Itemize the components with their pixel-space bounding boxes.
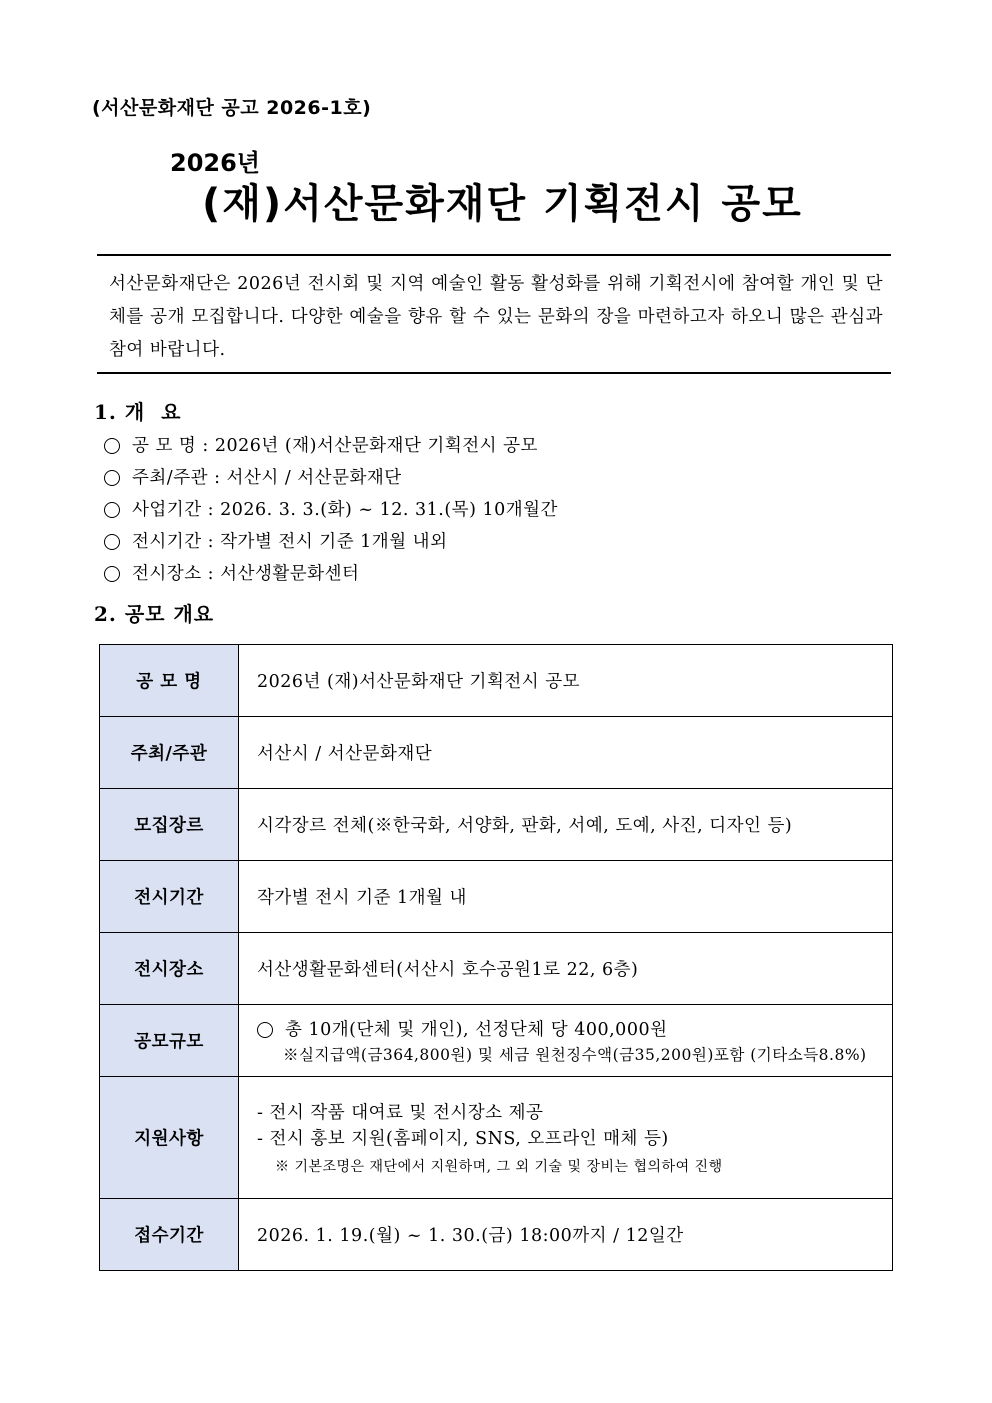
row-label: 전시장소	[100, 933, 239, 1005]
list-item: 공 모 명 : 2026년 (재)서산문화재단 기획전시 공모	[104, 430, 558, 462]
row-label: 공 모 명	[100, 645, 239, 717]
page-title: (재)서산문화재단 기획전시 공모	[202, 181, 803, 227]
table-row	[100, 645, 893, 717]
table-row	[100, 1005, 893, 1077]
row-label: 접수기간	[100, 1199, 239, 1271]
list-item: 사업기간 : 2026. 3. 3.(화) ~ 12. 31.(목) 10개월간	[104, 494, 558, 526]
row-value: 서산생활문화센터(서산시 호수공원1로 22, 6층)	[239, 933, 893, 1005]
support-line: - 전시 작품 대여료 및 전시장소 제공	[257, 1102, 544, 1123]
overview-list	[104, 430, 558, 590]
intro-box	[97, 254, 891, 374]
circle-bullet-icon	[104, 502, 120, 518]
row-value: 2026. 1. 19.(월) ~ 1. 30.(금) 18:00까지 / 12일간	[239, 1199, 893, 1271]
row-value: 2026년 (재)서산문화재단 기획전시 공모	[239, 645, 893, 717]
support-note: ※ 기본조명은 재단에서 지원하며, 그 외 기술 및 장비는 협의하여 진행	[275, 1158, 723, 1175]
scale-note: ※실지급액(금364,800원) 및 세금 원천징수액(금35,200원)포함 (기타소득8.8%)	[283, 1046, 867, 1064]
row-value	[239, 1005, 893, 1077]
section-2-heading: 2. 공모 개요	[94, 602, 215, 626]
row-label: 주최/주관	[100, 717, 239, 789]
table-row	[100, 717, 893, 789]
support-line: - 전시 홍보 지원(홈페이지, SNS, 오프라인 매체 등)	[257, 1128, 669, 1149]
list-item: 전시기간 : 작가별 전시 기준 1개월 내외	[104, 526, 558, 558]
row-value: 작가별 전시 기준 1개월 내	[239, 861, 893, 933]
table-row	[100, 1077, 893, 1199]
circle-bullet-icon	[104, 566, 120, 582]
circle-bullet-icon	[104, 534, 120, 550]
row-label: 모집장르	[100, 789, 239, 861]
row-value: 시각장르 전체(※한국화, 서양화, 판화, 서예, 도예, 사진, 디자인 등)	[239, 789, 893, 861]
table-row	[100, 933, 893, 1005]
scale-line: 총 10개(단체 및 개인), 선정단체 당 400,000원	[257, 1016, 891, 1041]
table-row	[100, 1199, 893, 1271]
row-label: 공모규모	[100, 1005, 239, 1077]
title-year: 2026년	[170, 149, 260, 177]
list-item: 주최/주관 : 서산시 / 서산문화재단	[104, 462, 558, 494]
notice-number: (서산문화재단 공고 2026-1호)	[92, 97, 372, 119]
table-row	[100, 789, 893, 861]
table-row	[100, 861, 893, 933]
circle-bullet-icon	[257, 1022, 273, 1038]
circle-bullet-icon	[104, 438, 120, 454]
intro-text: 서산문화재단은 2026년 전시회 및 지역 예술인 활동 활성화를 위해 기획전시에 참여할 개인 및 단체를 공개 모집합니다. 다양한 예술을 향유 할 수 있는 문화의 장을 마련하고자 하오니 많은 관심과 참여 바랍니다.	[109, 274, 883, 360]
overview-table	[99, 644, 893, 1271]
circle-bullet-icon	[104, 470, 120, 486]
list-item: 전시장소 : 서산생활문화센터	[104, 558, 558, 590]
row-label: 전시기간	[100, 861, 239, 933]
section-1-heading: 1. 개 요	[94, 400, 182, 424]
row-value: 서산시 / 서산문화재단	[239, 717, 893, 789]
row-value	[239, 1077, 893, 1199]
row-label: 지원사항	[100, 1077, 239, 1199]
